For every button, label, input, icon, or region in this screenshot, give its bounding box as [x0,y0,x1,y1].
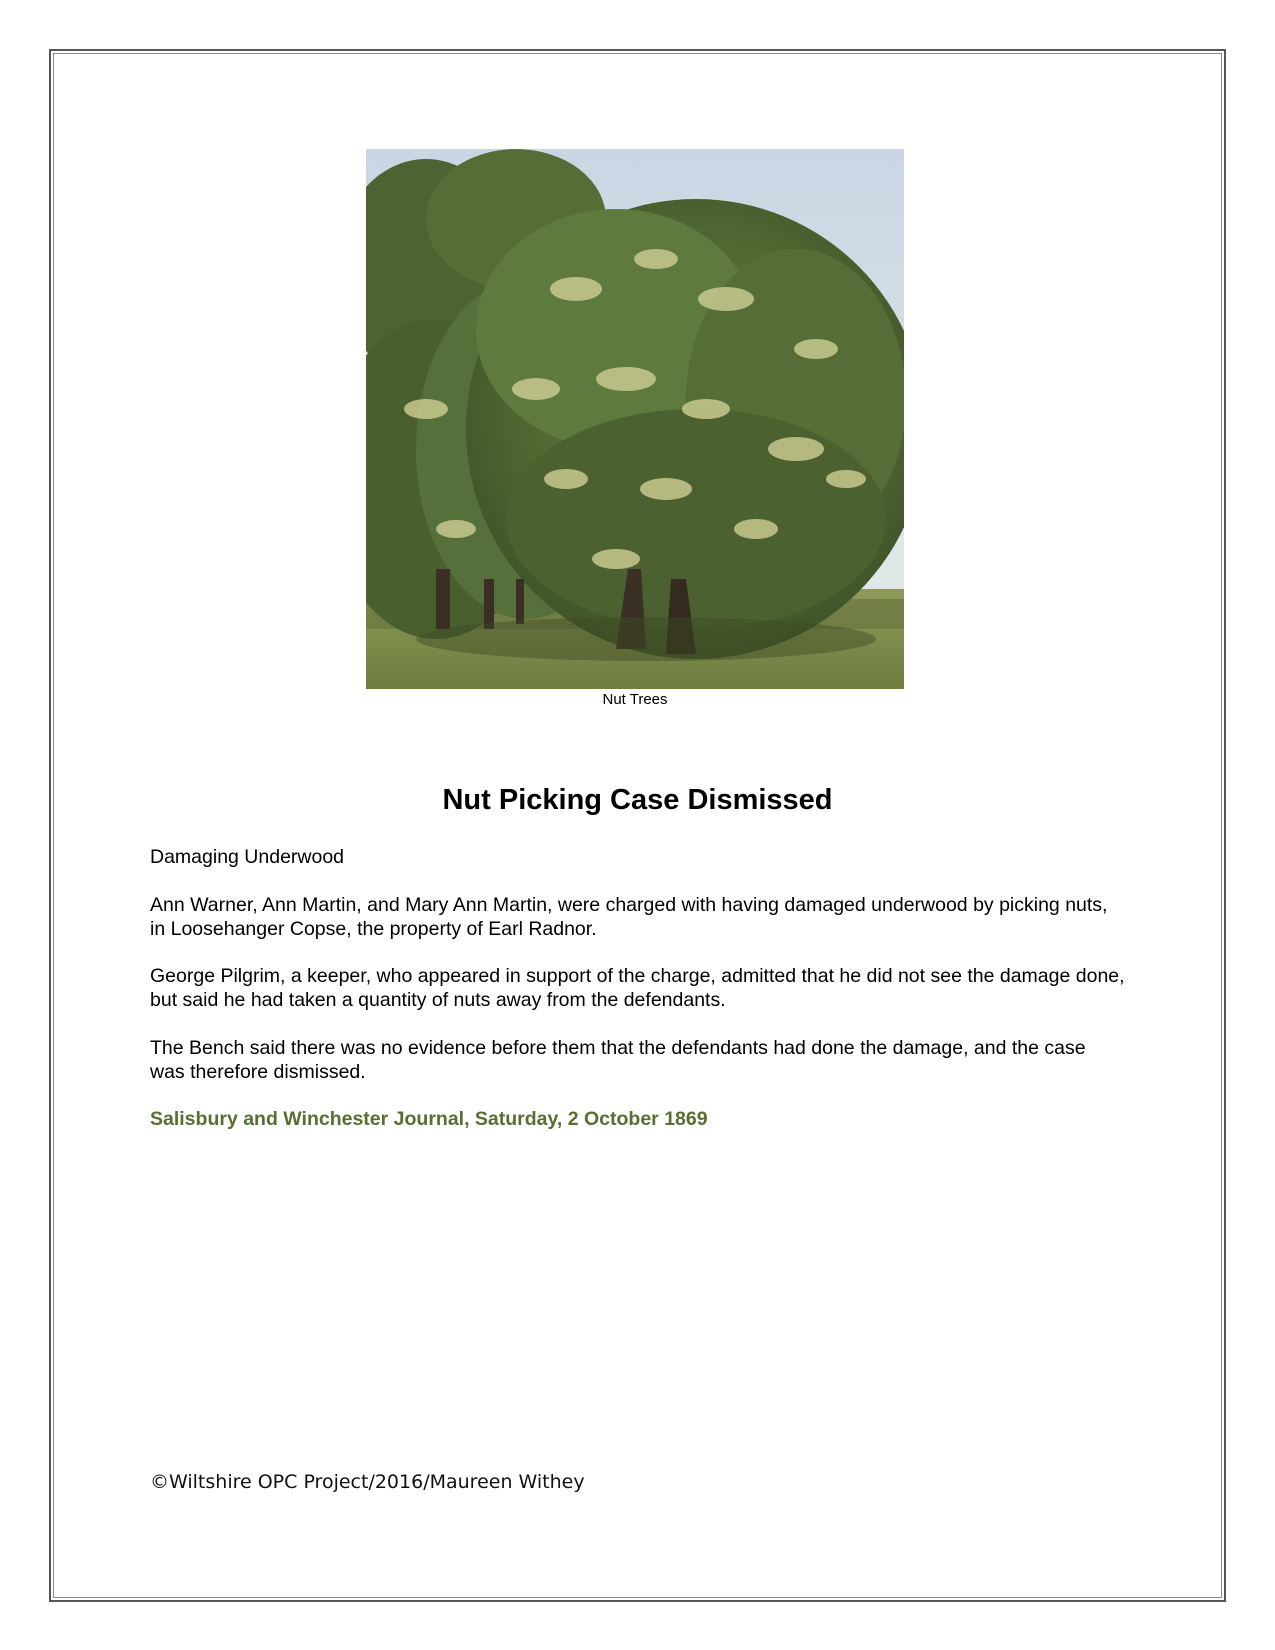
article-paragraph-2: George Pilgrim, a keeper, who appeared in support of the charge, admitted that he did not see the damage done, but said he had taken a quantity of nuts away from the defendants. [150,965,1125,1011]
article-title: Nut Picking Case Dismissed [442,784,833,816]
article-subheading: Damaging Underwood [150,846,345,868]
photo-caption: Nut Trees [602,691,668,708]
article-paragraph-3: The Bench said there was no evidence before them that the defendants had done the damage, and the case was therefore dismissed. [150,1037,1086,1083]
copyright-footer: ©Wiltshire OPC Project/2016/Maureen Withey [150,1471,585,1493]
nut-trees-illustration [366,149,904,689]
newspaper-source: Salisbury and Winchester Journal, Saturday, 2 October 1869 [150,1108,708,1130]
article-paragraph-1: Ann Warner, Ann Martin, and Mary Ann Martin, were charged with having damaged underwood by picking nuts, in Loosehanger Copse, the property of Earl Radnor. [150,894,1108,940]
nut-trees-photo [366,149,904,689]
